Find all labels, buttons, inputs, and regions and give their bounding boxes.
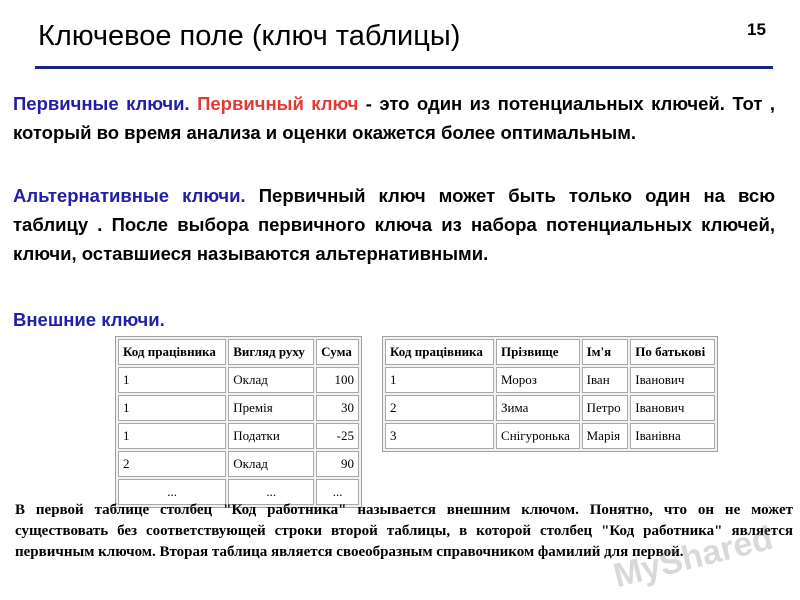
table-cell: 1 <box>118 423 226 449</box>
table-cell: Іванович <box>630 395 715 421</box>
table-row <box>118 451 359 477</box>
slide-number: 15 <box>747 20 766 39</box>
watermark-logo: MyShared <box>609 518 777 596</box>
table-row <box>118 423 359 449</box>
table-row <box>118 367 359 393</box>
table-cell: 30 <box>316 395 359 421</box>
table-cell: 90 <box>316 451 359 477</box>
table-cell: 2 <box>118 451 226 477</box>
table-cell: Іванівна <box>630 423 715 449</box>
column-header: Вигляд руху <box>228 339 314 365</box>
table-cell: Оклад <box>228 451 314 477</box>
primary-keys-paragraph <box>13 89 775 147</box>
table-cell: ... <box>118 479 226 505</box>
table-header-row <box>118 339 359 365</box>
table-cell: Премія <box>228 395 314 421</box>
table-cell: 2 <box>385 395 494 421</box>
table-cell: Мороз <box>496 367 580 393</box>
table-cell: 1 <box>118 395 226 421</box>
table-row <box>118 395 359 421</box>
table-cell: 1 <box>118 367 226 393</box>
column-header: Прізвище <box>496 339 580 365</box>
table-cell: Марія <box>582 423 629 449</box>
table-cell: Оклад <box>228 367 314 393</box>
table-row <box>385 395 715 421</box>
column-header: Сума <box>316 339 359 365</box>
payments-table <box>115 336 362 508</box>
table-header-row <box>385 339 715 365</box>
employees-table <box>382 336 718 452</box>
table-cell: ... <box>228 479 314 505</box>
table-row <box>385 423 715 449</box>
table-cell: 1 <box>385 367 494 393</box>
table-cell: Зима <box>496 395 580 421</box>
table-row <box>385 367 715 393</box>
column-header: По батькові <box>630 339 715 365</box>
primary-key-term: Первичный ключ <box>197 93 359 114</box>
table-cell: Іван <box>582 367 629 393</box>
table-cell: Снігуронька <box>496 423 580 449</box>
table-cell: 3 <box>385 423 494 449</box>
column-header: Код працівника <box>385 339 494 365</box>
primary-keys-lead: Первичные ключи. <box>13 93 190 114</box>
alternative-keys-paragraph <box>13 181 775 268</box>
table-cell: Податки <box>228 423 314 449</box>
table-cell: Іванович <box>630 367 715 393</box>
table-cell: Петро <box>582 395 629 421</box>
table-cell: -25 <box>316 423 359 449</box>
table-cell: 100 <box>316 367 359 393</box>
alternative-keys-text: Первичный ключ может быть только один на всю таблицу . После выбора первичного ключа из набора потенциальных ключей, ключи, оставшиеся называются альтернативными. <box>13 185 776 264</box>
table-cell: ... <box>316 479 359 505</box>
alternative-keys-lead: Альтернативные ключи. <box>13 185 246 206</box>
column-header: Ім'я <box>582 339 629 365</box>
foreign-keys-heading: Внешние ключи. <box>13 309 165 330</box>
column-header: Код працівника <box>118 339 226 365</box>
title-underline <box>35 66 773 69</box>
primary-keys-text: - это один из потенциальных ключей. Тот , который во время анализа и оценки окажется более оптимальным. <box>13 93 775 143</box>
explanation-text: В первой таблице столбец "Код работника" называется внешним ключом. Понятно, что он не может существовать без соответствующей строки второй таблицы, в которой столбец "Код работника" является первичным ключом. Вторая таблица является своеобразным справочником фамилий для первой. <box>15 502 793 560</box>
slide-title: Ключевое поле (ключ таблицы) <box>38 20 461 52</box>
